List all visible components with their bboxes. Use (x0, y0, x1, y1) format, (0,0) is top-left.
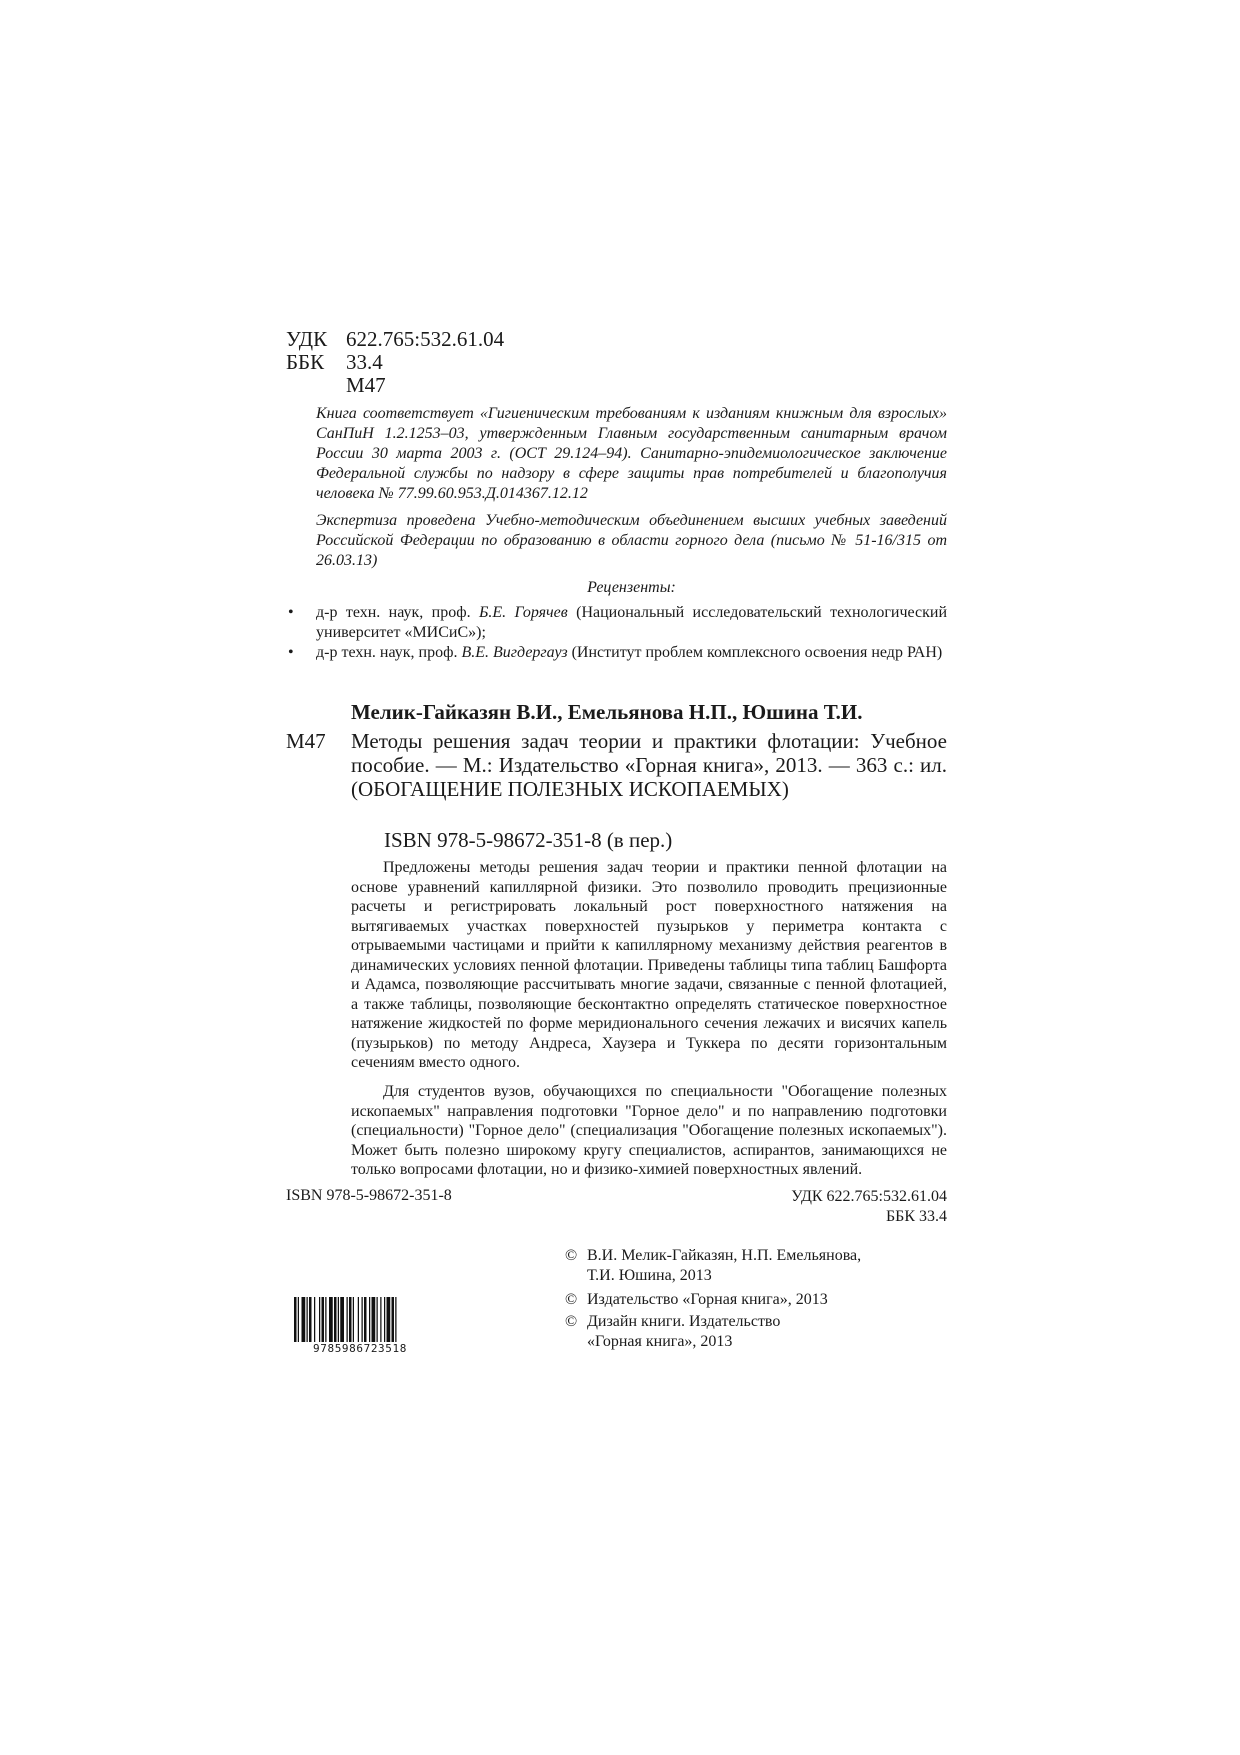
copyright-line: В.И. Мелик-Гайказян, Н.П. Емельянова, (587, 1247, 862, 1264)
copyright-line: «Горная книга», 2013 (587, 1333, 733, 1350)
call-mark-side: М47 (286, 729, 326, 753)
reviewer-affiliation: (Национальный исследовательский технологический университет «МИСиС»); (316, 604, 948, 641)
bullet-icon: • (288, 604, 294, 621)
udk-bottom: УДК 622.765:532.61.04 (791, 1188, 947, 1205)
bbk-label: ББК (286, 350, 325, 374)
udk-value: 622.765:532.61.04 (346, 327, 505, 351)
copyright-line: Издательство «Горная книга», 2013 (587, 1291, 828, 1308)
udk-row (286, 328, 504, 351)
bottom-codes (791, 1187, 947, 1227)
udk-label: УДК (286, 327, 328, 351)
reviewer-degree: д-р техн. наук, проф. (316, 604, 471, 621)
reviewer-item (288, 643, 947, 663)
barcode-digits: 9785986723518 (286, 1342, 434, 1355)
reviewer-name: В.Е. Вигдергауз (461, 644, 568, 661)
sanitary-compliance-note: Книга соответствует «Гигиеническим требованиям к изданиям книжным для взрослых» СанПиН 1.2.1253–03, утвержденным Главным государственным санитарным врачом России 30 марта 2003 г. (ОСТ 29.124–94). Санитарно-эпидемиологическое заключение Федеральной службы по надзору в сфере защиты прав потребителей и благополучия человека № 77.99.60.953.Д.014367.12.12 (316, 405, 947, 502)
copyright-icon: © (565, 1313, 578, 1330)
copyright-design (565, 1312, 780, 1352)
copyright-icon: © (565, 1247, 578, 1264)
reviewer-item (288, 603, 948, 643)
expertise-note: Экспертиза проведена Учебно-методическим объединением высших учебных заведений Российской Федерации по образованию в области горного дела (письмо № 51-16/315 от 26.03.13) (316, 512, 947, 569)
abstract-paragraph: Предложены методы решения задач теории и практики пенной флотации на основе уравнений капиллярной физики. Это позволило проводить прецизионные расчеты и регистрировать локальный рост поверхностного натяжения на вытягиваемых участках поверхностей пузырьков у периметра контакта с отрываемыми частицами и прийти к капиллярному механизму действия реагентов в динамических условиях пенной флотации. Приведены таблицы типа таблиц Башфорта и Адамса, позволяющие рассчитывать многие задачи, связанные с пенной флотацией, а также таблицы, позволяющие бесконтактно определять статическое поверхностное натяжение жидкостей по форме меридионального сечения лежачих и висячих капель (пузырьков) по методу Андреса, Хаузера и Туккера по десяти горизонтальным сечениям вместо одного. (351, 859, 947, 1071)
copyright-line: Дизайн книги. Издательство (587, 1313, 781, 1330)
classification-codes (286, 328, 504, 397)
title-description: Методы решения задач теории и практики флотации: Учебное пособие. — М.: Издательство «Горная книга», 2013. — 363 с.: ил. (ОБОГАЩЕНИЕ ПОЛЕЗНЫХ ИСКОПАЕМЫХ) (351, 729, 947, 801)
authors: Мелик-Гайказян В.И., Емельянова Н.П., Юшина Т.И. (351, 700, 863, 724)
reviewer-name: Б.Е. Горячев (478, 604, 568, 621)
copyright-publisher (565, 1290, 828, 1310)
bbk-value: 33.4 (346, 350, 383, 374)
reviewer-affiliation: (Институт проблем комплексного освоения недр РАН) (571, 644, 943, 661)
barcode (286, 1295, 434, 1357)
reviewers-title: Рецензенты: (587, 579, 676, 596)
call-mark: М47 (346, 373, 386, 397)
call-mark-row (286, 374, 504, 397)
copyright-line: Т.И. Юшина, 2013 (587, 1267, 712, 1284)
bbk-row (286, 351, 504, 374)
copyright-icon: © (565, 1291, 578, 1308)
copyright-authors (565, 1246, 861, 1286)
bbk-bottom: ББК 33.4 (885, 1208, 947, 1225)
reviewer-degree: д-р техн. наук, проф. (316, 644, 458, 661)
bullet-icon: • (288, 644, 294, 661)
isbn-line: ISBN 978-5-98672-351-8 (в пер.) (384, 828, 673, 852)
audience-paragraph: Для студентов вузов, обучающихся по специальности "Обогащение полезных ископаемых" направления подготовки "Горное дело" и по направлению подготовки (специальности) "Горное дело" (специализация "Обогащение полезных ископаемых"). Может быть полезно широкому кругу специалистов, аспирантов, занимающихся не только вопросами флотации, но и физико-химией поверхностных явлений. (351, 1083, 947, 1178)
isbn-bottom: ISBN 978-5-98672-351-8 (286, 1187, 452, 1204)
